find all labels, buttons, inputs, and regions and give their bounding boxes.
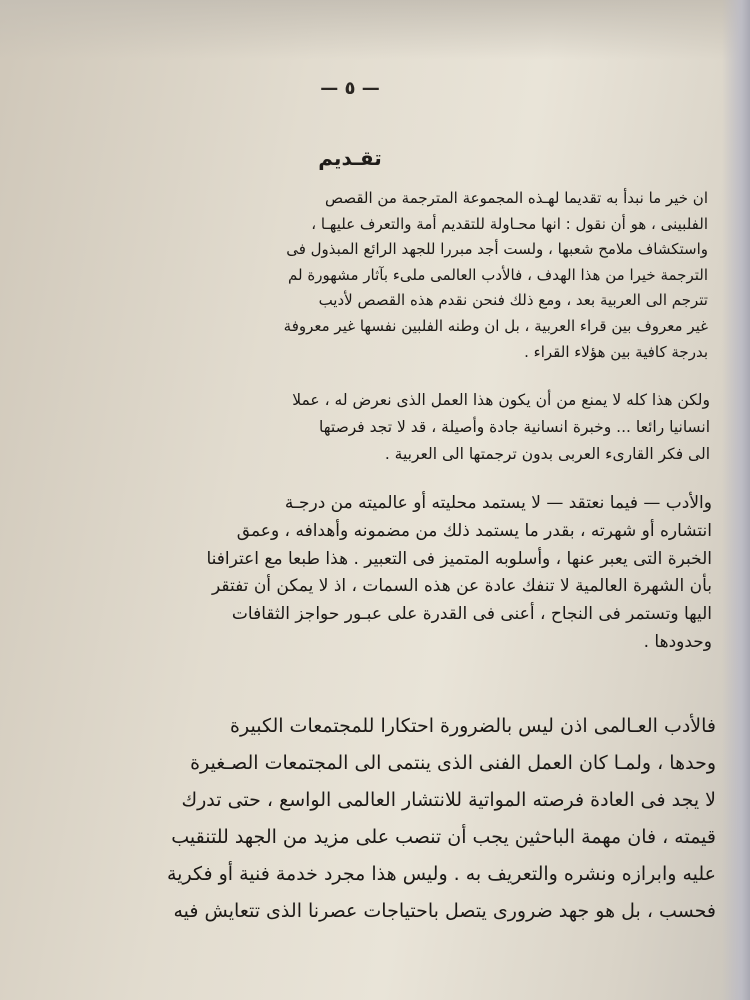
text-line: تترجم الى العربية بعد ، ومع ذلك فنحن نقدم هذه القصص لأديب <box>318 291 708 310</box>
text-line: ان خير ما نبدأ به تقديما لهـذه المجموعة المترجمة من القصص <box>324 189 708 207</box>
text-line: قيمته ، فان مهمة الباحثين يجب أن تنصب على مزيد من الجهد للتنقيب <box>171 826 716 848</box>
text-line: بأن الشهرة العالمية لا تنفك عادة عن هذه السمات ، اذ لا يمكن أن تفتقر <box>211 576 712 597</box>
text-line: الفلبينى ، هو أن نقول : انها محـاولة للتقديم أمة والتعرف عليهـا ، <box>311 214 708 233</box>
text-line: عليه وابرازه ونشره والتعريف به . وليس هذا مجرد خدمة فنية أو فكرية <box>167 863 716 885</box>
text-line: بدرجة كافية بين هؤلاء القراء . <box>524 342 708 361</box>
text-line: انسانيا رائعا ... وخبرة انسانية جادة وأصيلة ، قد لا تجد فرصتها <box>319 418 710 436</box>
text-line: فحسب ، بل هو جهد ضرورى يتصل باحتياجات عصرنا الذى تتعايش فيه <box>173 900 716 922</box>
text-line: فالأدب العـالمى اذن ليس بالضرورة احتكارا للمجتمعات الكبيرة <box>230 715 716 737</box>
text-line: انتشاره أو شهرته ، بقدر ما يستمد ذلك من مضمونه وأهدافه ، وعمق <box>236 520 712 541</box>
paragraph-3 <box>82 490 712 657</box>
section-heading: تقـديم <box>318 146 382 170</box>
text-line: ولكن هذا كله لا يمنع من أن يكون هذا العمل الذى نعرض له ، عملا <box>292 391 710 409</box>
paragraph-1 <box>86 186 708 365</box>
text-line: لا يجد فى العادة فرصته المواتية للانتشار العالمى الواسع ، حتى تدرك <box>181 789 716 811</box>
text-line: الترجمة خيرا من هذا الهدف ، فالأدب العالمى ملىء بآثار مشهورة لم <box>288 265 708 284</box>
paragraph-4 <box>52 708 716 930</box>
text-line: والأدب — فيما نعتقد — لا يستمد محليته أو عالميته من درجـة <box>284 493 712 513</box>
text-line: الى فكر القارىء العربى بدون ترجمتها الى العربية . <box>384 445 710 463</box>
text-line: وحدها ، ولمـا كان العمل الفنى الذى ينتمى الى المجتمعات الصـغيرة <box>190 752 716 774</box>
page-number: — ٥ — <box>320 78 380 99</box>
page-top-shadow <box>0 0 750 60</box>
text-line: اليها وتستمر فى النجاح ، أعنى فى القدرة على عبـور حواجز الثقافات <box>231 604 712 625</box>
paragraph-2 <box>86 387 710 468</box>
text-line: غير معروف بين قراء العربية ، بل ان وطنه الفلبين نفسها غير معروفة <box>283 316 708 335</box>
text-line: وحدودها . <box>643 631 712 652</box>
text-line: الخبرة التى يعبر عنها ، وأسلوبه المتميز فى التعبير . هذا طبعا مع اعترافنا <box>206 548 712 569</box>
text-line: واستكشاف ملامح شعبها ، ولست أجد مبررا للجهد الرائع المبذول فى <box>286 240 708 259</box>
page-edge-shadow <box>722 0 750 1000</box>
